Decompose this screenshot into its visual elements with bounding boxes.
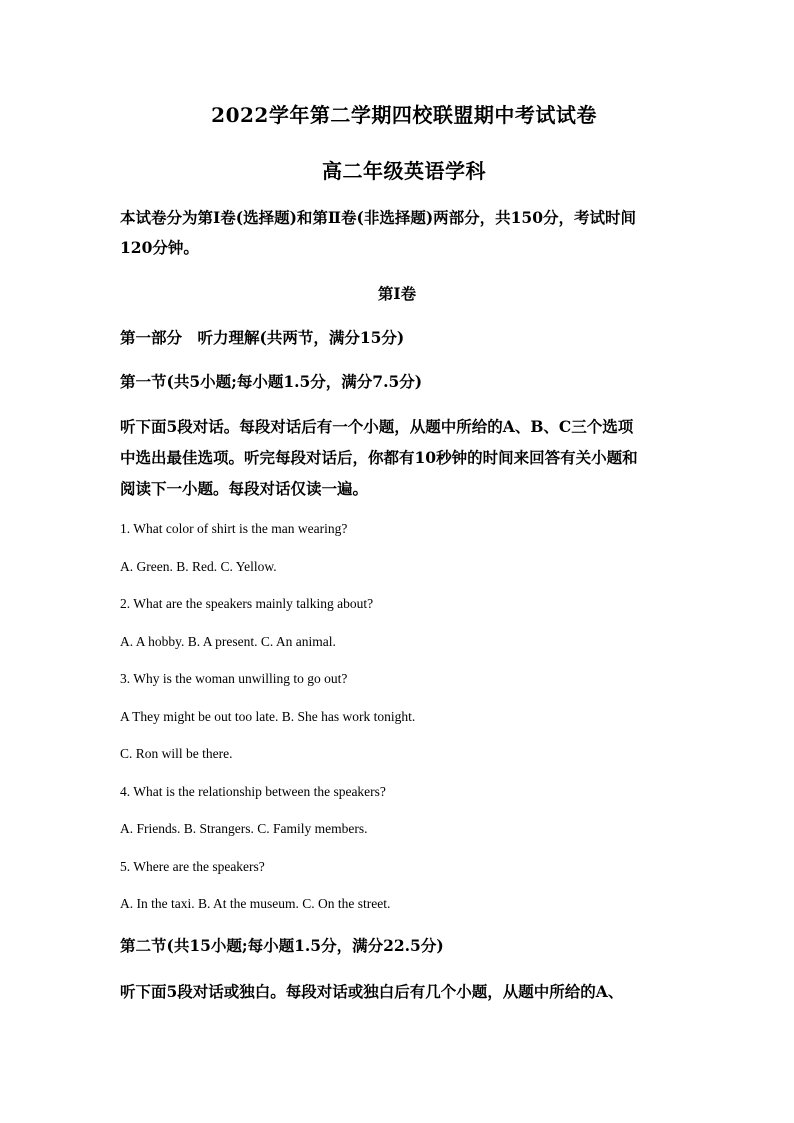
- section1-instruction-line: 阅读下一小题。每段对话仅读一遍。: [120, 479, 369, 498]
- question-1: 1. What color of shirt is the man wearing?: [120, 521, 348, 536]
- question-2: 2. What are the speakers mainly talking about?: [120, 596, 374, 611]
- question-5-options: A. In the taxi. B. At the museum. C. On the street.: [120, 896, 391, 911]
- question-1-options: A. Green. B. Red. C. Yellow.: [120, 559, 277, 574]
- question-4-options: A. Friends. B. Strangers. C. Family members.: [120, 821, 368, 836]
- question-3-options-continued: C. Ron will be there.: [120, 746, 233, 761]
- intro-line-2: 120分钟。: [120, 238, 199, 257]
- section1-instruction-line: 中选出最佳选项。听完每段对话后，你都有10秒钟的时间来回答有关小题和: [120, 448, 638, 467]
- question-5: 5. Where are the speakers?: [120, 859, 265, 874]
- question-3-options: A They might be out too late. B. She has work tonight.: [120, 709, 416, 724]
- question-2-options: A. A hobby. B. A present. C. An animal.: [120, 634, 336, 649]
- question-4: 4. What is the relationship between the speakers?: [120, 784, 386, 799]
- section1-heading: 第一节(共5小题;每小题1.5分，满分7.5分): [120, 372, 423, 391]
- intro-line-1: 本试卷分为第Ⅰ卷(选择题)和第Ⅱ卷(非选择题)两部分，共150分，考试时间: [120, 208, 637, 227]
- section1-instruction-line: 听下面5段对话。每段对话后有一个小题，从题中所给的A、B、C三个选项: [120, 417, 634, 436]
- section2-instruction-line: 听下面5段对话或独白。每段对话或独白后有几个小题，从题中所给的A、: [120, 982, 624, 1001]
- exam-subtitle: 高二年级英语学科: [322, 159, 486, 183]
- volume-heading: 第Ⅰ卷: [377, 284, 417, 303]
- exam-title: 2022学年第二学期四校联盟期中考试试卷: [211, 103, 597, 127]
- question-3: 3. Why is the woman unwilling to go out?: [120, 671, 348, 686]
- section2-heading: 第二节(共15小题;每小题1.5分，满分22.5分): [120, 936, 444, 955]
- part-heading: 第一部分 听力理解(共两节，满分15分): [120, 328, 405, 347]
